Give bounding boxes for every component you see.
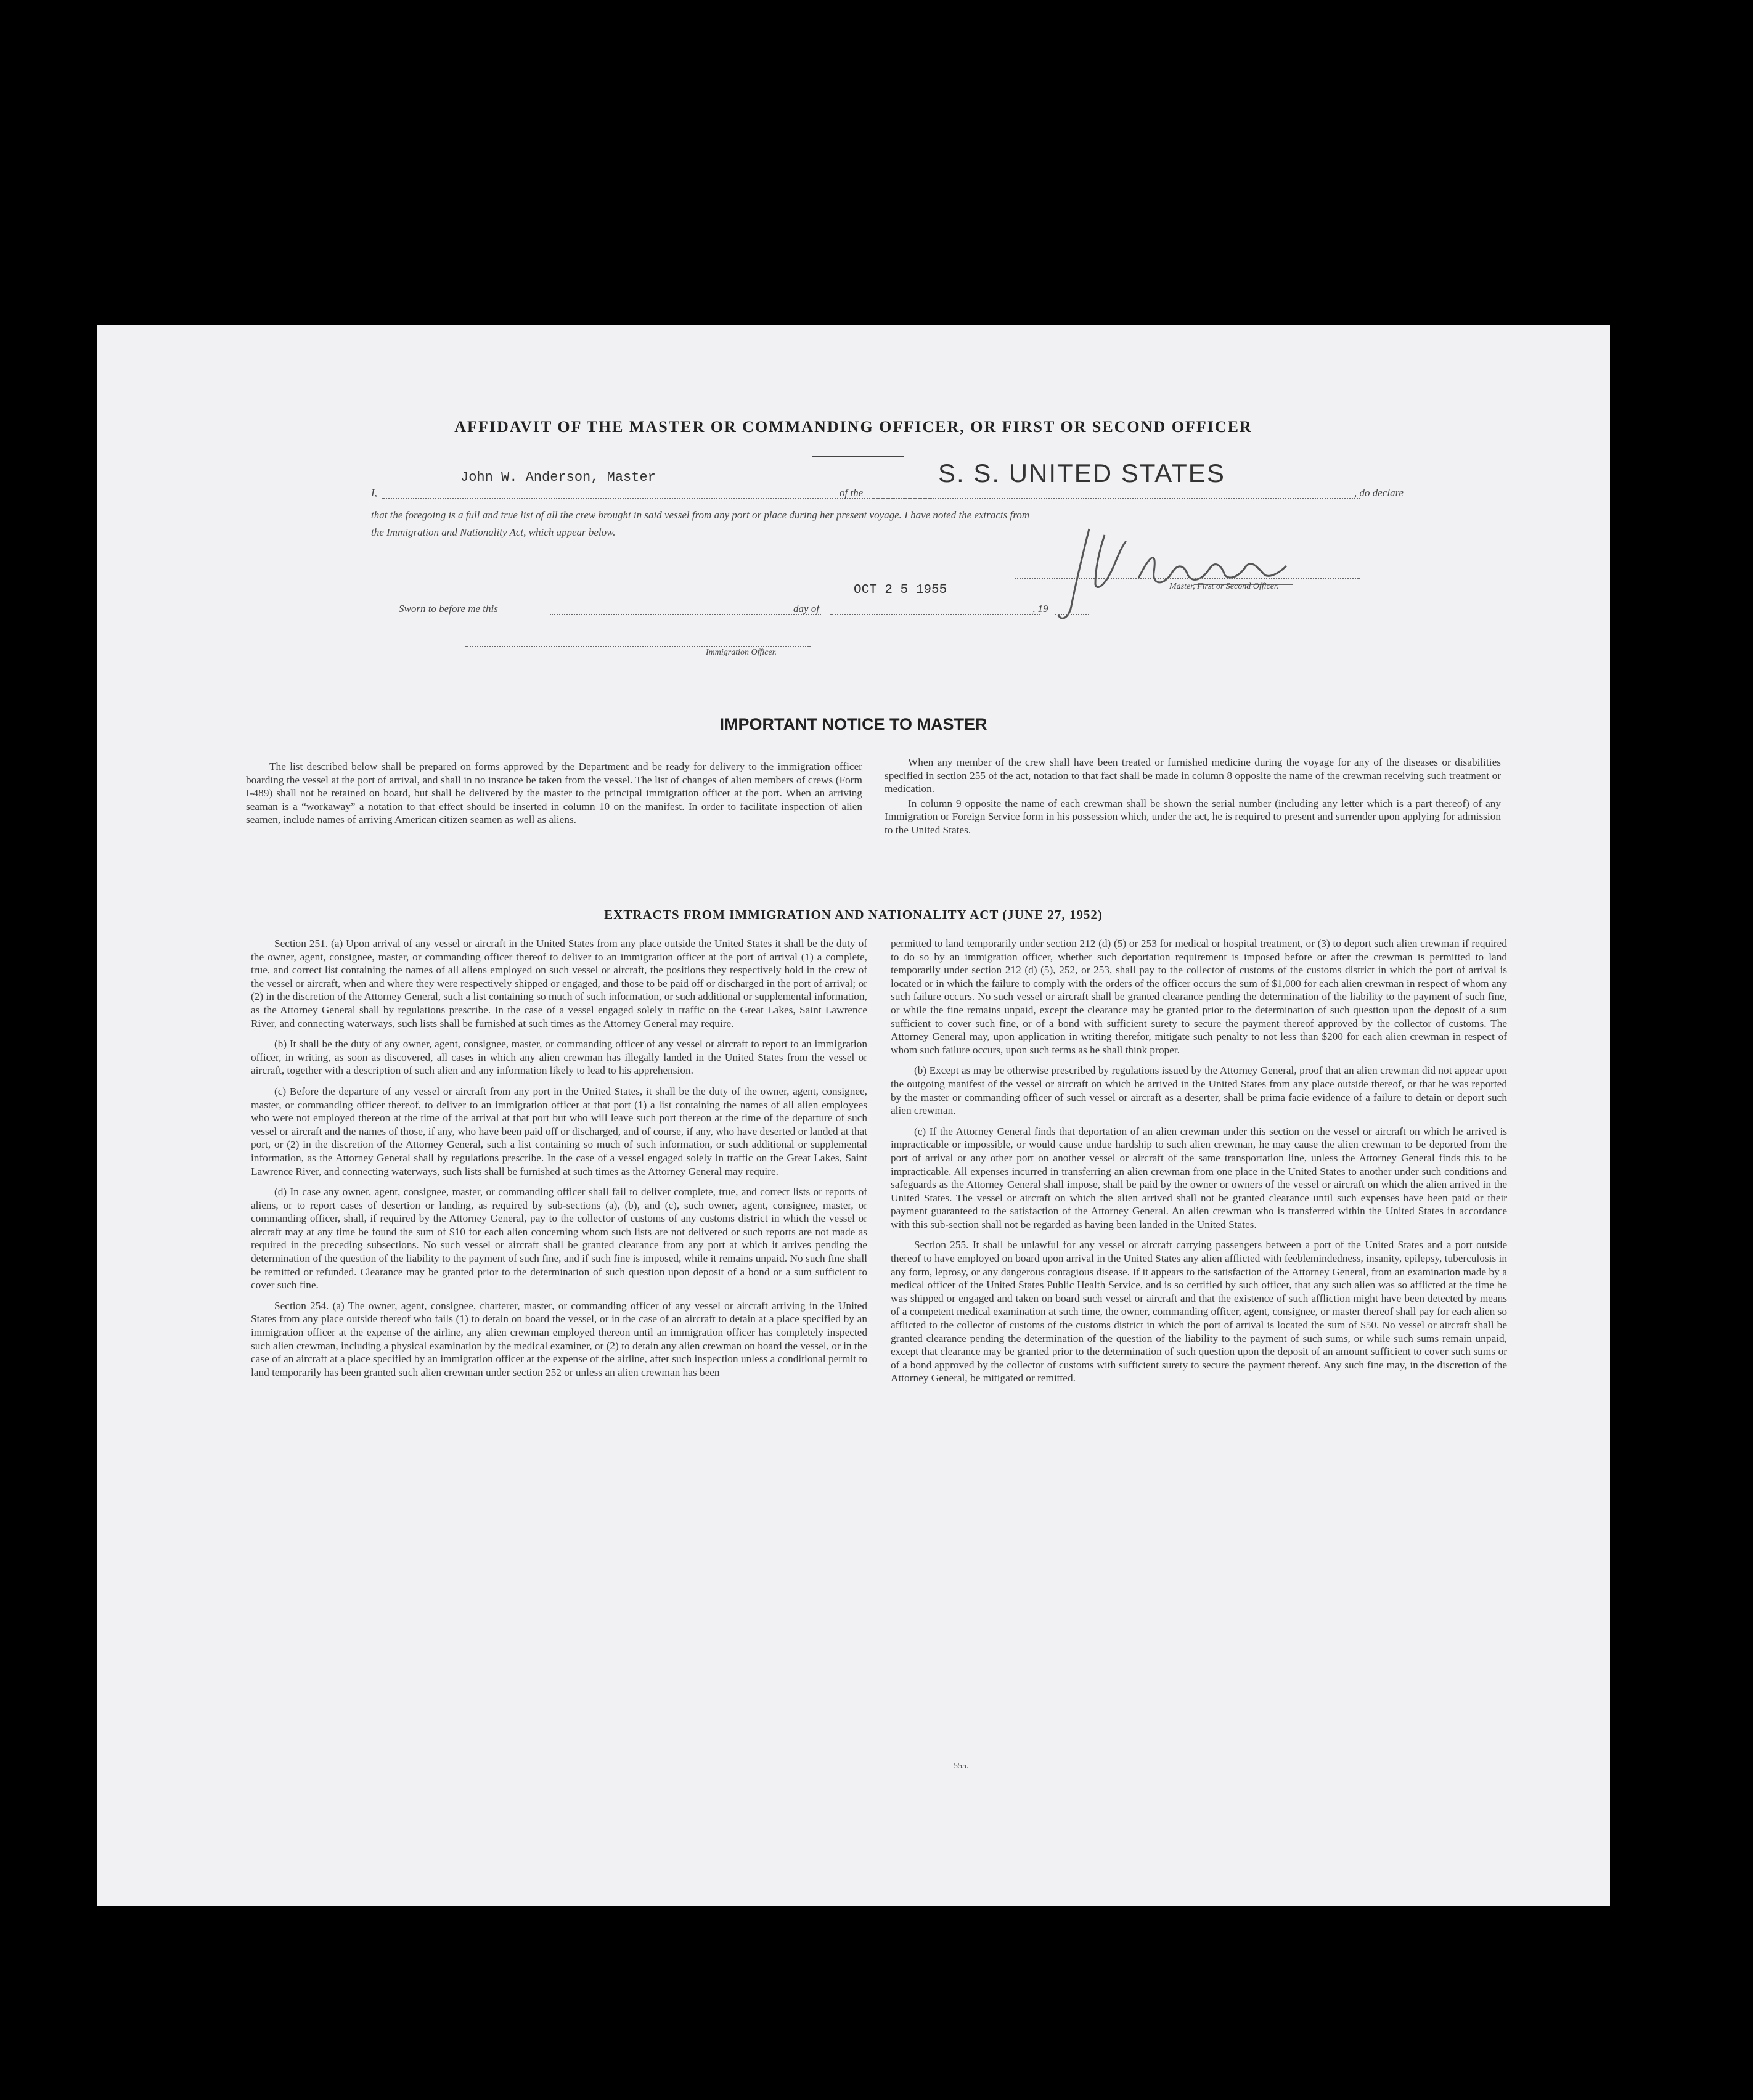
declaration-line-3: the Immigration and Nationality Act, which appear below.: [371, 526, 616, 538]
extracts-left-column: [251, 937, 867, 1386]
day-dotted-line: [550, 614, 821, 615]
year-dotted-line: [1055, 614, 1089, 615]
signature-caption: Master, First or Second Officer.: [1169, 582, 1279, 591]
officer-dotted-line: [465, 646, 811, 647]
master-signature: [1046, 517, 1367, 627]
notice-right-paragraph-1: When any member of the crew shall have been treated or furnished medicine during the voyage for any of the diseases or disabilities specified in section 255 of the act, notation to that fact shall be made in column 8 opposite the name of the crewman receiving such treatment or medication.: [885, 756, 1501, 795]
footer-number: 555.: [954, 1762, 969, 1771]
sworn-text: Sworn to before me this: [399, 603, 498, 615]
section-251b: (b) It shall be the duty of any owner, agent, consignee, master, or commanding officer of any vessel or aircraft to report to an immigration officer, in writing, as soon as discovered, all cases in which any alien crewman has illegally landed in the United States from the vessel or aircraft, together with a description of such alien and any information likely to lead to his apprehension.: [251, 1038, 867, 1077]
signature-dotted-line: [1015, 578, 1360, 579]
section-254a: Section 254. (a) The owner, agent, consignee, charterer, master, or commanding officer of any vessel or aircraft arriving in the United States from any place outside thereof who fails (1) to detain on board the vessel, or in the case of an aircraft to detain at a place specified by an immigration officer at the expense of the airline, any alien crewman employed thereon until an immigration officer has completely inspected such alien crewman, including a physical examination by the medical examiner, or (2) to detain any alien crewman on board the vessel, or in the case of an aircraft at a place specified by an immigration officer at the expense of the airline, after such inspection unless a conditional permit to land temporarily has been granted such alien crewman under section 252 or unless an alien crewman has been: [251, 1299, 867, 1378]
section-251c: (c) Before the departure of any vessel or aircraft from any port in the United States, it shall be the duty of the owner, agent, consignee, master, or commanding officer thereof, to deliver to an immigration officer at that port (1) a list containing the names of all alien employees who were not employed thereon at the time of the arrival at that port but who will leave such port thereon at the time of the departure of such vessel or aircraft and the names of those, if any, who have been paid off or discharged, and of course, if any, who have deserted or landed at that port, or (2) in the discretion of the Attorney General, such a list containing so much of such information, or such additional or supplemental information, as the Attorney General shall by regulations prescribe. In the case of a vessel engaged solely in traffic on the Great Lakes, Saint Lawrence River, and connecting waterways, such lists shall be furnished at such times as the Attorney General may require.: [251, 1085, 867, 1177]
title-rule: [812, 456, 904, 457]
vessel-dotted-line: [873, 498, 1360, 499]
notice-left-column: [246, 760, 862, 834]
of-the-label: of the: [840, 487, 864, 499]
section-251d: (d) In case any owner, agent, consignee, master, or commanding officer shall fail to deliver complete, true, and correct lists or reports of aliens, or to report cases of desertion or landing, as required by sub-sections (a), (b), and (c), such owner, agent, consignee, master, or commanding officer, shall, if required by the Attorney General, pay to the collector of customs of any customs district in which the vessel or aircraft may at any time be found the sum of $10 for each alien concerning whom such lists are not delivered or such reports are not made as required in the preceding subsections. No such vessel or aircraft shall be granted clearance from any port at which it arrives pending the determination of the question of the liability to the payment of such fine, and if such fine is imposed, while it remains unpaid. No such fine shall be remitted or refunded. Clearance may be granted prior to the determination of such question upon deposit of a bond or a sum sufficient to cover such fine.: [251, 1186, 867, 1291]
section-251a: Section 251. (a) Upon arrival of any vessel or aircraft in the United States from any place outside the United States it shall be the duty of the owner, agent, consignee, master, or commanding officer thereof to deliver to an immigration officer at the port of arrival (1) a complete, true, and correct list containing the names of all aliens employed on such vessel or aircraft, the positions they respectively hold in the crew of the vessel or aircraft, when and where they were respectively shipped or engaged, and those to be paid off or discharged in the port of arrival; or (2) in the discretion of the Attorney General, such a list containing so much of such information, or such additional or supplemental information, as the Attorney General shall by regulations prescribe. In the case of a vessel engaged solely in traffic on the Great Lakes, Saint Lawrence River, and connecting waterways, such lists shall be furnished at such times as the Attorney General may require.: [251, 938, 867, 1029]
immigration-officer-caption: Immigration Officer.: [706, 648, 777, 657]
notice-right-paragraph-2: In column 9 opposite the name of each crewman shall be shown the serial number (including any letter which is a part thereof) of any Immigration or Foreign Service form in his possession which, under the act, he is required to present and surrender upon applying for admission to the United States.: [885, 797, 1501, 836]
day-of-label: day of: [793, 603, 820, 615]
declaration-line-2: that the foregoing is a full and true list of all the crew brought in said vessel from any port or place during her present voyage. I have noted the extracts from: [371, 509, 1030, 521]
document-page: [97, 325, 1610, 1906]
section-254c: (c) If the Attorney General finds that deportation of an alien crewman under this section on the vessel or aircraft on which he arrived is impracticable or impossible, or would cause undue hardship to such alien crewman, he may cause the alien crewman to be deported from the port of arrival or any other port on another vessel or aircraft of the same transportation line, unless the Attorney General finds this to be impracticable. All expenses incurred in transferring an alien crewman from one place in the United States to another under such conditions and safeguards as the Attorney General shall impose, shall be paid by the owner or owners of the vessel or aircraft on which the alien arrived in the United States. The vessel or aircraft on which the alien arrived shall not be granted clearance until such expenses have been paid or their payment guaranteed to the satisfaction of the Attorney General. An alien crewman who is transferred within the United States in accordance with this sub-section shall not be regarded as having been landed in the United States.: [891, 1125, 1507, 1230]
section-254a-continued: permitted to land temporarily under section 212 (d) (5) or 253 for medical or hospital treatment, or (3) to deport such alien crewman if required to do so by an immigration officer, whether such deportation requirement is imposed before or after the crewman is permitted to land temporarily under section 212 (d) (5), 252, or 253, shall pay to the collector of customs of the customs district in which the port of arrival is located or in which the failure to comply with the orders of the officer occurs the sum of $1,000 for each alien crewman in respect of whom any such failure occurs. No such vessel or aircraft shall be granted clearance pending the determination of the liability to the payment of such fine, or while the fine remains unpaid, except the clearance may be granted prior to the determination of such question upon the deposit of a sum sufficient to cover such fine, or of a bond with sufficient surety to secure the payment thereof approved by the collector of customs. The Attorney General may, upon application in writing therefor, mitigate such penalty to not less than $200 for each alien crewman in respect of whom such failure occurs, upon such terms as he shall think proper.: [891, 938, 1507, 1056]
vessel-name-stamp: S. S. UNITED STATES: [938, 459, 1225, 488]
section-255: Section 255. It shall be unlawful for any vessel or aircraft carrying passengers between a port of the United States and a port outside thereof to have employed on board upon arrival in the United States any alien afflicted with feeblemindedness, insanity, epilepsy, tuberculosis in any form, leprosy, or any dangerous contagious disease. If it appears to the satisfaction of the Attorney General, from an examination made by a medical officer of the United States Public Health Service, and is so certified by such officer, that any such alien was so afflicted at the time he was shipped or engaged and taken on board such vessel or aircraft and that the existence of such affliction might have been detected by means of a competent medical examination at such time, the owner, commanding officer, agent, consignee, or master thereof shall pay for each alien so afflicted to the collector of customs of the customs district in which the port of arrival is located the sum of $50. No vessel or aircraft shall be granted clearance pending the determination of the question of the liability to the payment of such sums, or while such sums remain unpaid, except that clearance may be granted prior to the determination of such question upon the deposit of an amount sufficient to cover such sums or of a bond approved by the collector of customs with sufficient surety to secure the payment thereof. Any such fine may, in the discretion of the Attorney General, be mitigated or remitted.: [891, 1239, 1507, 1384]
notice-heading: IMPORTANT NOTICE TO MASTER: [719, 715, 987, 733]
notice-right-column: [885, 756, 1501, 844]
master-name: John W. Anderson, Master: [460, 470, 656, 485]
date-stamp: OCT 2 5 1955: [854, 583, 947, 597]
extracts-heading: EXTRACTS FROM IMMIGRATION AND NATIONALITY ACT (JUNE 27, 1952): [604, 907, 1103, 922]
section-254b: (b) Except as may be otherwise prescribed by regulations issued by the Attorney General, proof that an alien crewman did not appear upon the outgoing manifest of the vessel or aircraft on which he arrived in the United States from any place outside thereof, or that he was reported by the master or commanding officer of such vessel or aircraft as a deserter, shall be prima facie evidence of a failure to detain or deport such alien crewman.: [891, 1064, 1507, 1117]
extracts-right-column: [891, 937, 1507, 1392]
do-declare-label: , do declare: [1354, 487, 1404, 499]
month-dotted-line: [830, 614, 1040, 615]
notice-left-paragraph: The list described below shall be prepared on forms approved by the Department and be ready for delivery to the immigration officer boarding the vessel at the port of arrival, and shall in no instance be taken from the vessel. The list of changes of alien members of crews (Form I-489) shall not be retained on board, but shall be delivered by the master to the principal immigration officer at the port. When an arriving seaman is a “workaway” a notation to that effect should be inserted in column 10 on the manifest. In order to facilitate inspection of alien seamen, include names of arriving American citizen seamen as well as aliens.: [246, 761, 862, 826]
year-prefix: , 19: [1032, 603, 1048, 615]
affidavit-title: AFFIDAVIT OF THE MASTER OR COMMANDING OFFICER, OR FIRST OR SECOND OFFICER: [454, 418, 1252, 436]
line1-prefix: I,: [371, 487, 377, 499]
